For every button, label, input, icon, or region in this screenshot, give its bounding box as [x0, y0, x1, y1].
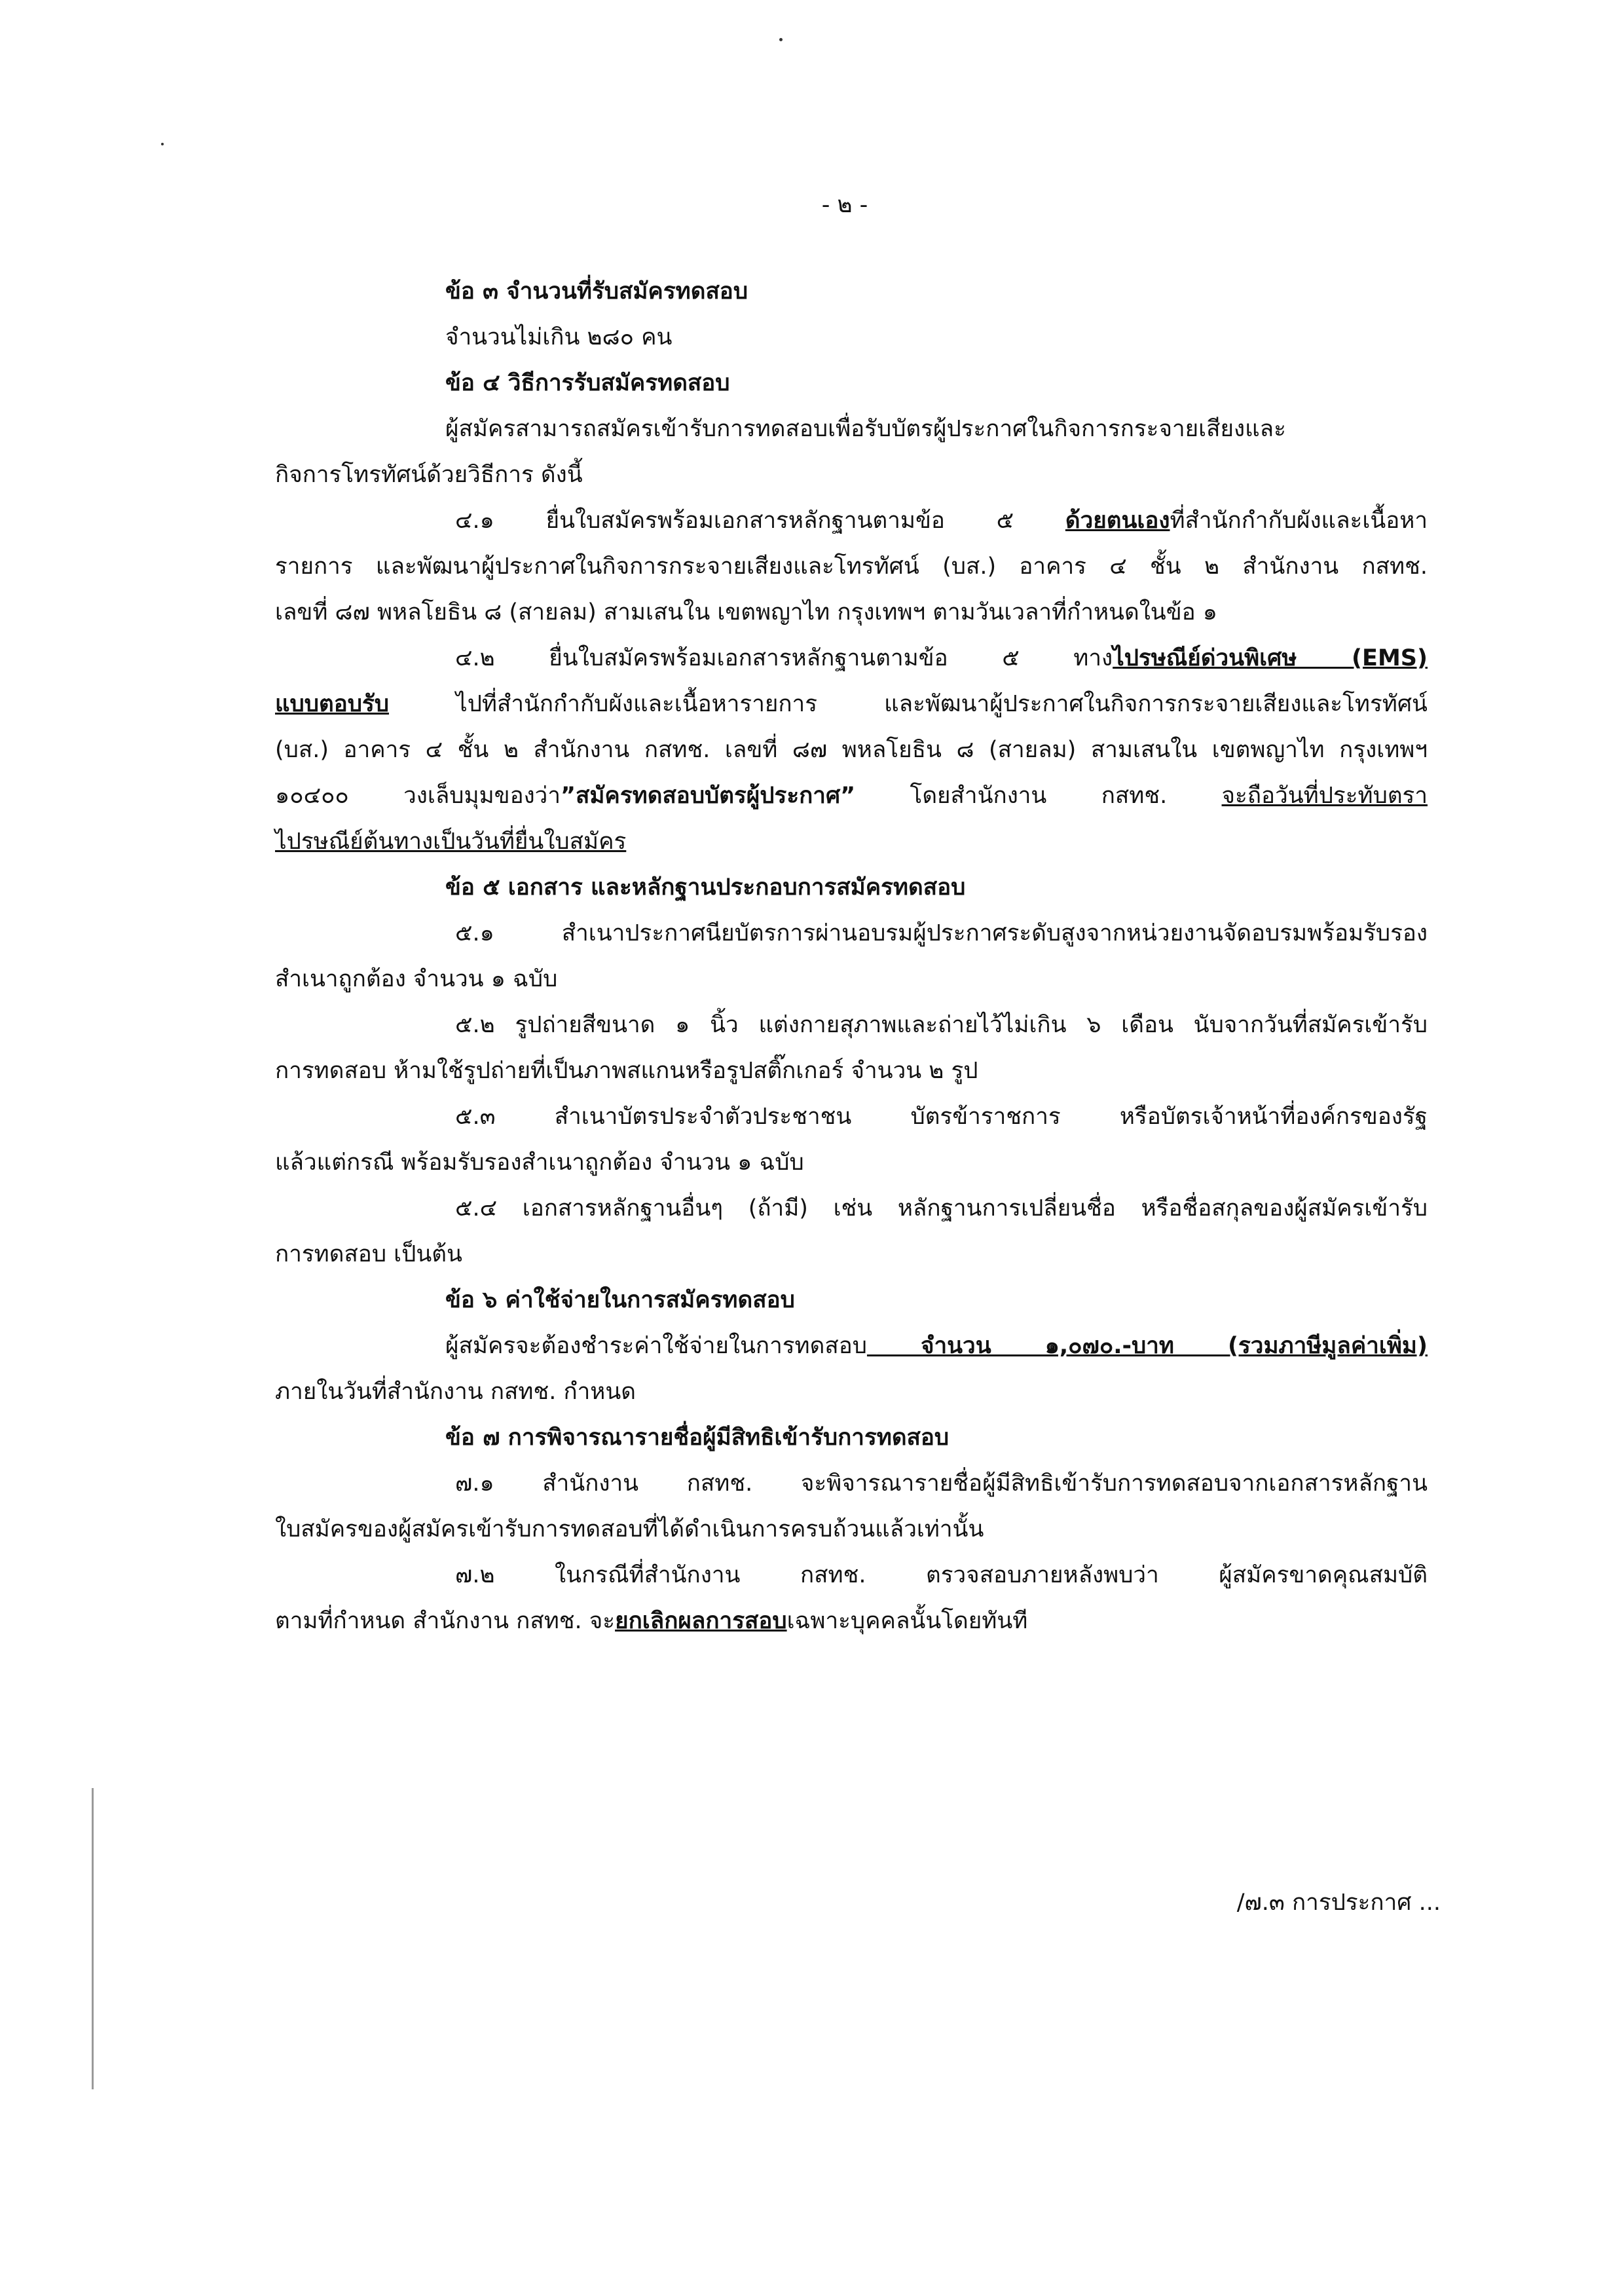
- paragraph: การทดสอบ เป็นต้น: [275, 1241, 462, 1267]
- scan-edge-mark: [92, 1788, 94, 2089]
- paragraph: เลขที่ ๘๗ พหลโยธิน ๘ (สายลม) สามเสนใน เขตพญาไท กรุงเทพฯ ตามวันเวลาที่กำหนดในข้อ ๑: [275, 599, 1217, 625]
- emphasis-text: ”สมัครทดสอบบัตรผู้ประกาศ”: [561, 783, 856, 809]
- paragraph: ผู้สมัครสามารถสมัครเข้ารับการทดสอบเพื่อรับบัตรผู้ประกาศในกิจการกระจายเสียงและ: [445, 416, 1286, 442]
- scan-speck: [161, 143, 164, 145]
- text-run: ๔.๒ ยื่นใบสมัครพร้อมเอกสารหลักฐานตามข้อ ๕ ทาง: [455, 645, 1113, 671]
- text-run: ตามที่กำหนด สำนักงาน กสทช. จะ: [275, 1608, 616, 1634]
- emphasis-text: จำนวน ๑,๐๗๐.-บาท (รวมภาษีมูลค่าเพิ่ม): [866, 1333, 1428, 1359]
- underlined-text: จะถือวันที่ประทับตรา: [1221, 783, 1428, 809]
- paragraph: [275, 1323, 1428, 1369]
- paragraph: แล้วแต่กรณี พร้อมรับรองสำเนาถูกต้อง จำนวน ๑ ฉบับ: [275, 1149, 804, 1176]
- paragraph: [275, 773, 1428, 819]
- paragraph: ภายในวันที่สำนักงาน กสทช. กำหนด: [275, 1379, 637, 1405]
- section-heading-3: ข้อ ๓ จำนวนที่รับสมัครทดสอบ: [445, 278, 748, 305]
- paragraph-4-2: [275, 635, 1428, 681]
- text-run: ไปที่สำนักกำกับผังและเนื้อหารายการ และพัฒนาผู้ประกาศในกิจการกระจายเสียงและโทรทัศน์: [388, 691, 1428, 717]
- paragraph: สำเนาถูกต้อง จำนวน ๑ ฉบับ: [275, 966, 558, 992]
- section-heading-6: ข้อ ๖ ค่าใช้จ่ายในการสมัครทดสอบ: [445, 1287, 795, 1313]
- scan-speck: [779, 38, 783, 41]
- text-run: ๑๐๔๐๐ วงเล็บมุมของว่า: [275, 783, 561, 809]
- paragraph: ๗.๑ สำนักงาน กสทช. จะพิจารณารายชื่อผู้มีสิทธิเข้ารับการทดสอบจากเอกสารหลักฐาน: [455, 1470, 1428, 1497]
- section-heading-5: ข้อ ๕ เอกสาร และหลักฐานประกอบการสมัครทดสอบ: [445, 874, 966, 901]
- page-number: - ๒ -: [821, 192, 868, 218]
- text-run: เฉพาะบุคคลนั้นโดยทันที: [786, 1608, 1028, 1634]
- section-heading-7: ข้อ ๗ การพิจารณารายชื่อผู้มีสิทธิเข้ารับการทดสอบ: [445, 1425, 950, 1451]
- paragraph: ๕.๑ สำเนาประกาศนียบัตรการผ่านอบรมผู้ประกาศระดับสูงจากหน่วยงานจัดอบรมพร้อมรับรอง: [455, 920, 1428, 946]
- paragraph: กิจการโทรทัศน์ด้วยวิธีการ ดังนี้: [275, 462, 583, 488]
- emphasis-text: ไปรษณีย์ด่วนพิเศษ (EMS): [1113, 645, 1428, 671]
- paragraph: การทดสอบ ห้ามใช้รูปถ่ายที่เป็นภาพสแกนหรือรูปสติ๊กเกอร์ จำนวน ๒ รูป: [275, 1058, 978, 1084]
- paragraph: [275, 1598, 1428, 1644]
- document-body: [275, 269, 1428, 1644]
- continuation-reference: /๗.๓ การประกาศ ...: [1236, 1890, 1441, 1916]
- paragraph: รายการ และพัฒนาผู้ประกาศในกิจการกระจายเสียงและโทรทัศน์ (บส.) อาคาร ๔ ชั้น ๒ สำนักงาน กสทช.: [275, 553, 1428, 580]
- section-heading-4: ข้อ ๔ วิธีการรับสมัครทดสอบ: [445, 370, 730, 396]
- emphasis-text: ด้วยตนเอง: [1065, 508, 1170, 534]
- paragraph: ๕.๓ สำเนาบัตรประจำตัวประชาชน บัตรข้าราชการ หรือบัตรเจ้าหน้าที่องค์กรของรัฐ: [455, 1104, 1428, 1130]
- emphasis-text: ยกเลิกผลการสอบ: [615, 1608, 787, 1634]
- text-run: ที่สำนักกำกับผังและเนื้อหา: [1170, 508, 1428, 534]
- paragraph: จำนวนไม่เกิน ๒๘๐ คน: [445, 324, 673, 350]
- underlined-text: ไปรษณีย์ต้นทางเป็นวันที่ยื่นใบสมัคร: [275, 829, 627, 855]
- paragraph: [275, 681, 1428, 727]
- paragraph: (บส.) อาคาร ๔ ชั้น ๒ สำนักงาน กสทช. เลขที่ ๘๗ พหลโยธิน ๘ (สายลม) สามเสนใน เขตพญาไท กรุงเทพฯ: [275, 737, 1428, 763]
- paragraph: ๕.๔ เอกสารหลักฐานอื่นๆ (ถ้ามี) เช่น หลักฐานการเปลี่ยนชื่อ หรือชื่อสกุลของผู้สมัครเข้ารับ: [455, 1195, 1428, 1222]
- text-run: ผู้สมัครจะต้องชำระค่าใช้จ่ายในการทดสอบ: [445, 1333, 867, 1359]
- text-run: ๔.๑ ยื่นใบสมัครพร้อมเอกสารหลักฐานตามข้อ ๕: [455, 508, 1065, 534]
- paragraph-4-1: [275, 498, 1428, 544]
- text-run: โดยสำนักงาน กสทช.: [855, 783, 1222, 809]
- emphasis-text: แบบตอบรับ: [275, 691, 389, 717]
- paragraph: ๕.๒ รูปถ่ายสีขนาด ๑ นิ้ว แต่งกายสุภาพและถ่ายไว้ไม่เกิน ๖ เดือน นับจากวันที่สมัครเข้ารับ: [455, 1012, 1428, 1038]
- paragraph: ใบสมัครของผู้สมัครเข้ารับการทดสอบที่ได้ดำเนินการครบถ้วนแล้วเท่านั้น: [275, 1516, 984, 1542]
- paragraph: [275, 819, 1428, 865]
- paragraph: ๗.๒ ในกรณีที่สำนักงาน กสทช. ตรวจสอบภายหลังพบว่า ผู้สมัครขาดคุณสมบัติ: [455, 1562, 1428, 1588]
